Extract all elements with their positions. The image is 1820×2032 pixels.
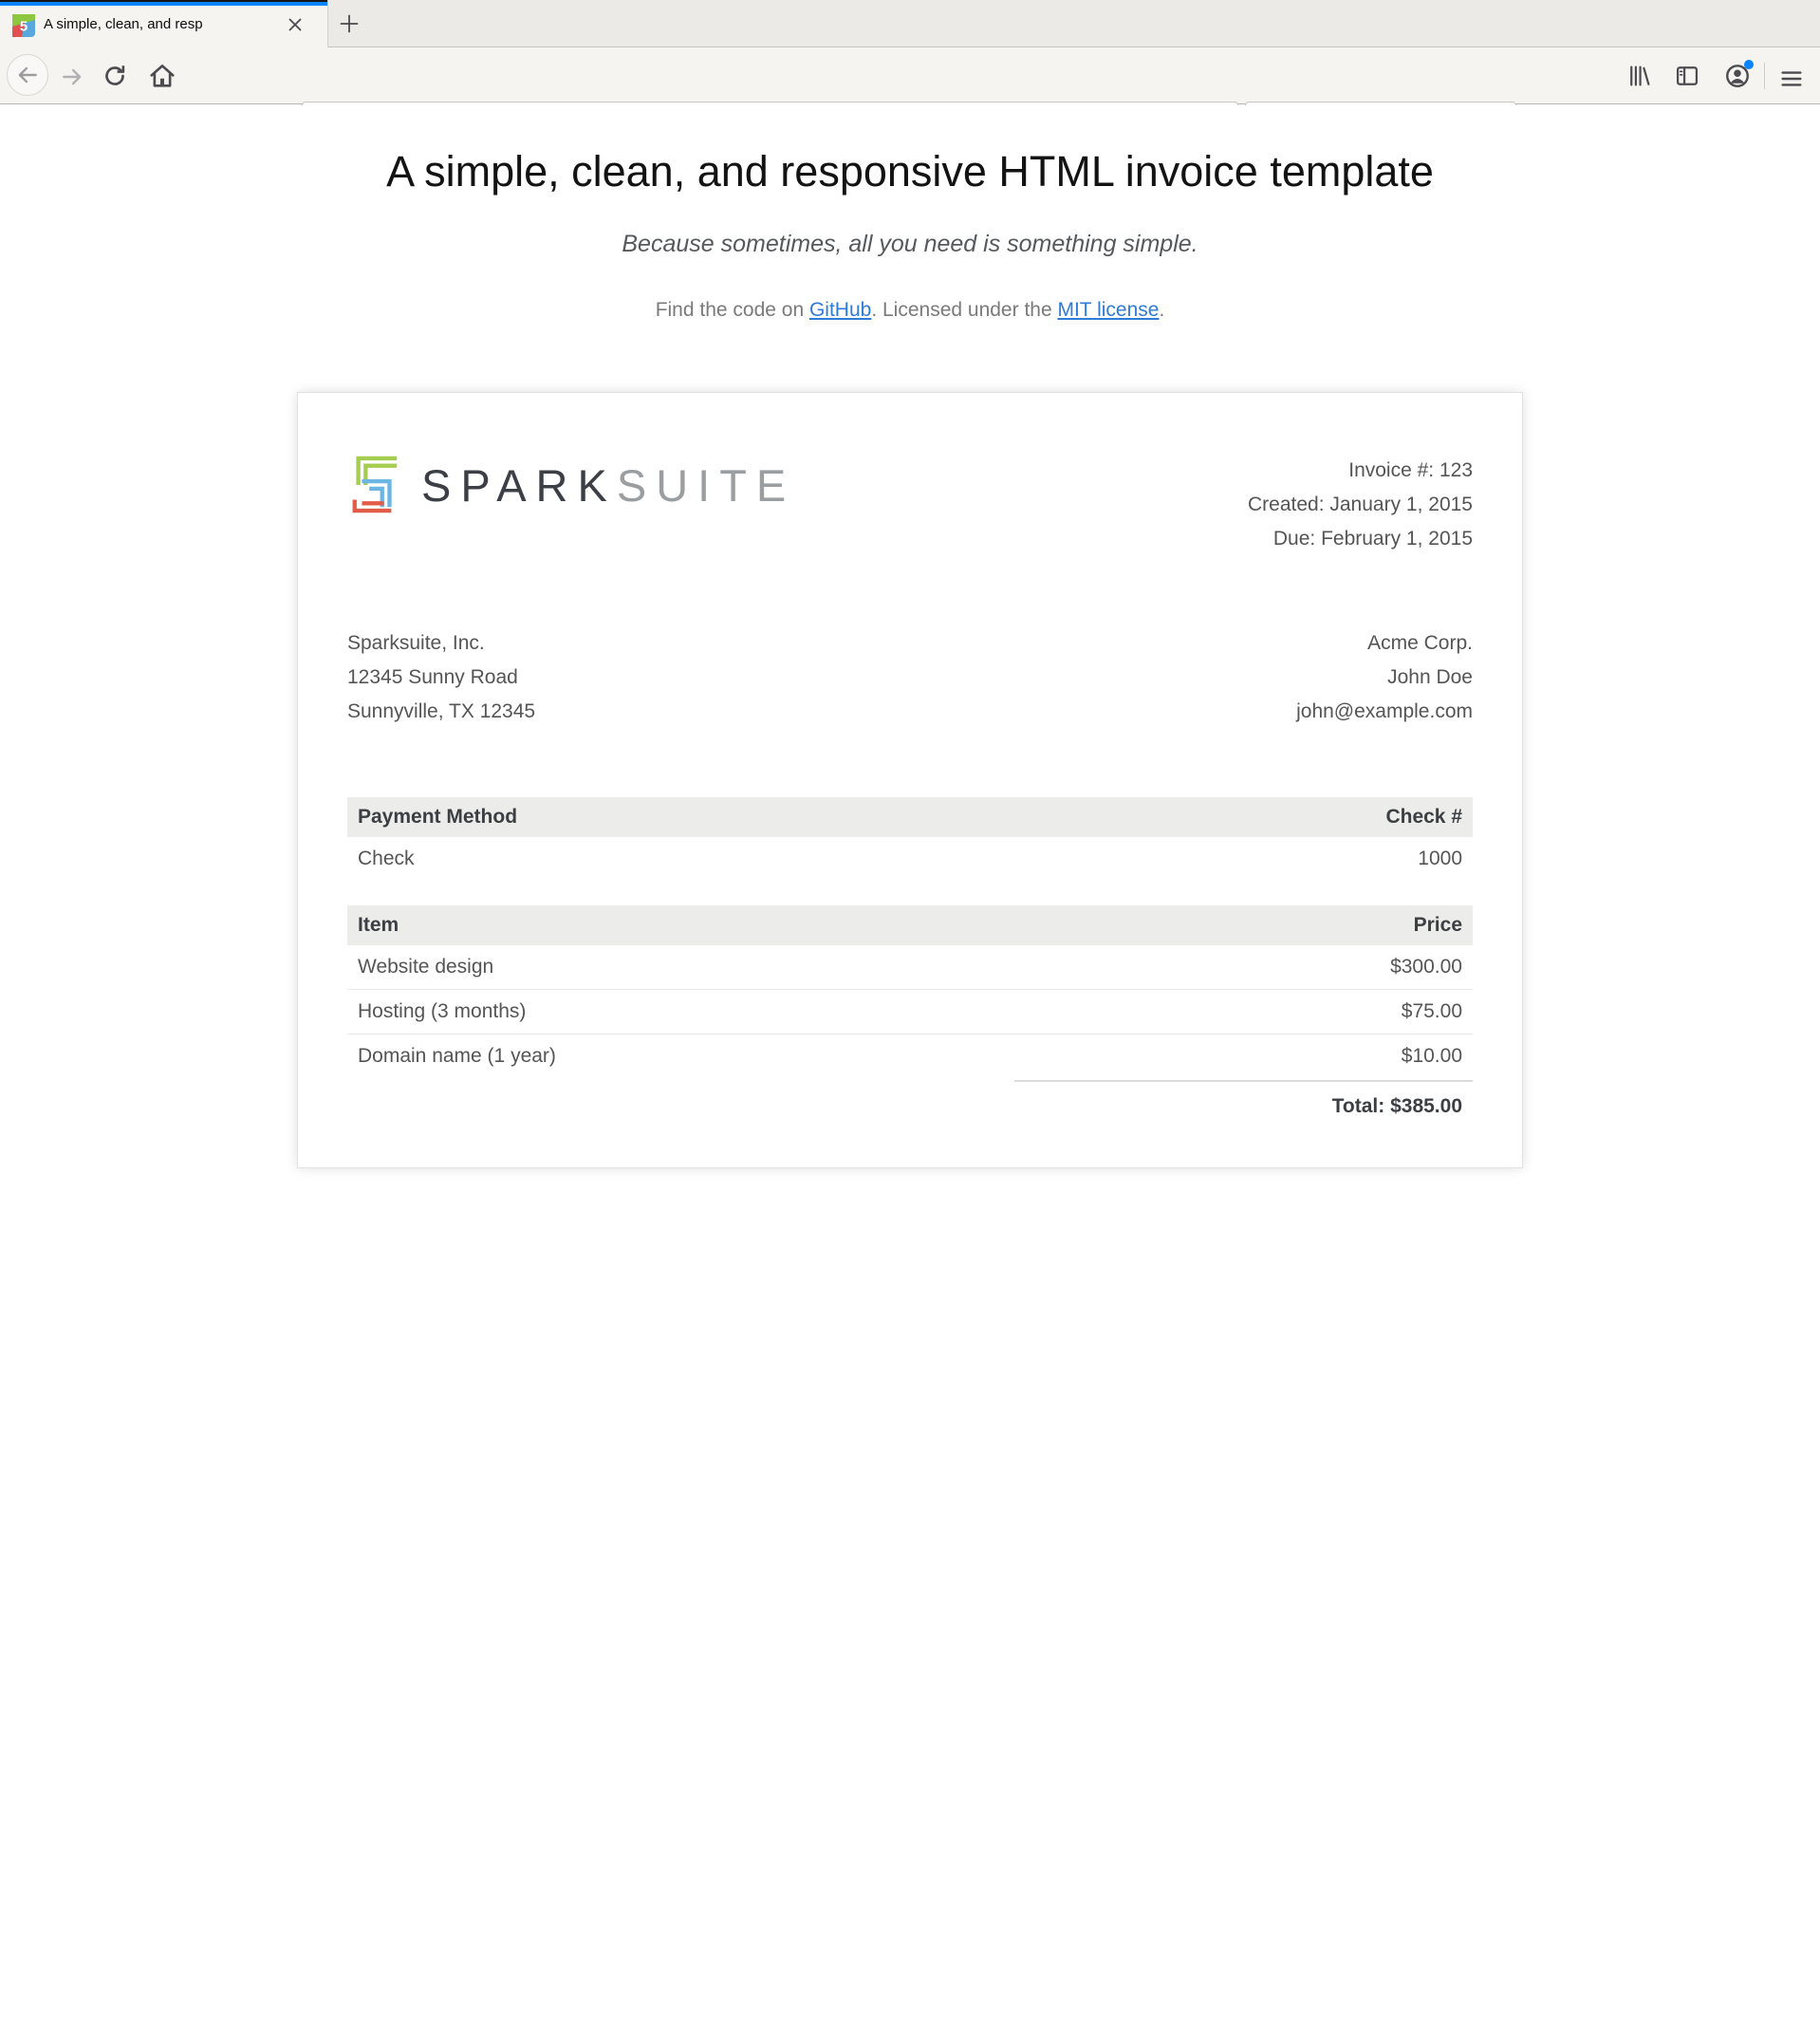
credit-line xyxy=(0,299,1820,322)
payment-header-row xyxy=(347,797,1473,837)
page-title: A simple, clean, and responsive HTML invoice template xyxy=(386,147,1434,196)
page-subtitle: Because sometimes, all you need is something simple. xyxy=(622,231,1198,257)
logo-text-suite: SUITE xyxy=(616,460,796,511)
sender-address xyxy=(347,626,535,729)
item-price: $75.00 xyxy=(1401,1000,1462,1022)
svg-text:5: 5 xyxy=(19,18,28,35)
sparksuite-favicon-icon xyxy=(12,14,35,37)
invoice-header xyxy=(347,454,1473,556)
invoice-meta xyxy=(1248,454,1473,556)
back-button[interactable] xyxy=(7,54,48,96)
invoice-total: Total: $385.00 xyxy=(1014,1080,1473,1118)
github-link[interactable]: GitHub xyxy=(808,299,872,321)
payment-section xyxy=(347,797,1473,881)
items-header-row xyxy=(347,905,1473,945)
new-tab-button[interactable] xyxy=(338,12,361,35)
sender-city: Sunnyville, TX 12345 xyxy=(347,700,536,722)
mit-license-link[interactable]: MIT license xyxy=(1057,299,1160,321)
invoice-created-date: Created: January 1, 2015 xyxy=(1248,494,1473,515)
items-section xyxy=(347,905,1473,1118)
page-content xyxy=(0,105,1820,2032)
sender-street: 12345 Sunny Road xyxy=(347,666,518,688)
active-tab-indicator xyxy=(0,2,327,6)
price-header: Price xyxy=(1413,914,1462,936)
item-name: Website design xyxy=(358,956,494,978)
check-number-value: 1000 xyxy=(1418,848,1462,869)
credit-text-mid: . Licensed under the xyxy=(871,299,1058,321)
item-name: Hosting (3 months) xyxy=(358,1000,527,1022)
recipient-name: John Doe xyxy=(1387,666,1473,688)
item-header: Item xyxy=(358,914,399,936)
invoice-due-date: Due: February 1, 2015 xyxy=(1272,528,1473,550)
sparksuite-logo xyxy=(347,454,795,556)
forward-button[interactable] xyxy=(60,65,84,89)
credit-text-pre: Find the code on xyxy=(655,299,809,321)
sidebar-toggle-icon[interactable] xyxy=(1674,63,1700,89)
item-row xyxy=(347,1035,1473,1078)
logo-wordmark xyxy=(421,459,795,512)
item-name: Domain name (1 year) xyxy=(358,1045,556,1067)
navigation-toolbar xyxy=(0,47,1820,104)
tab-strip xyxy=(0,0,1820,47)
payment-method-header: Payment Method xyxy=(358,806,518,828)
library-icon[interactable] xyxy=(1626,63,1653,89)
recipient-company: Acme Corp. xyxy=(1367,632,1473,654)
account-notification-dot xyxy=(1744,60,1754,69)
item-row xyxy=(347,990,1473,1035)
toolbar-separator xyxy=(1764,63,1765,89)
logo-text-spark: SPARK xyxy=(421,460,617,511)
sender-name: Sparksuite, Inc. xyxy=(347,632,485,654)
recipient-email: john@example.com xyxy=(1296,700,1473,722)
recipient-address xyxy=(1296,626,1473,729)
payment-method-value: Check xyxy=(358,848,415,869)
item-row xyxy=(347,945,1473,990)
total-row xyxy=(347,1078,1473,1118)
sparksuite-logo-icon xyxy=(347,454,402,516)
tab-title: A simple, clean, and resp xyxy=(44,16,203,32)
tab-close-icon[interactable] xyxy=(285,14,306,35)
credit-text-post: . xyxy=(1159,299,1165,321)
item-price: $10.00 xyxy=(1401,1045,1462,1067)
invoice-number: Invoice #: 123 xyxy=(1348,459,1473,481)
check-number-header: Check # xyxy=(1385,806,1462,828)
menu-hamburger-icon[interactable] xyxy=(1778,65,1805,92)
item-price: $300.00 xyxy=(1390,956,1462,978)
tab-title-fade xyxy=(232,13,281,36)
home-button[interactable] xyxy=(148,62,176,90)
browser-tab[interactable] xyxy=(0,0,328,47)
invoice-addresses xyxy=(347,626,1473,729)
reload-button[interactable] xyxy=(102,63,128,89)
invoice-card xyxy=(297,392,1523,1168)
payment-row xyxy=(347,837,1473,881)
